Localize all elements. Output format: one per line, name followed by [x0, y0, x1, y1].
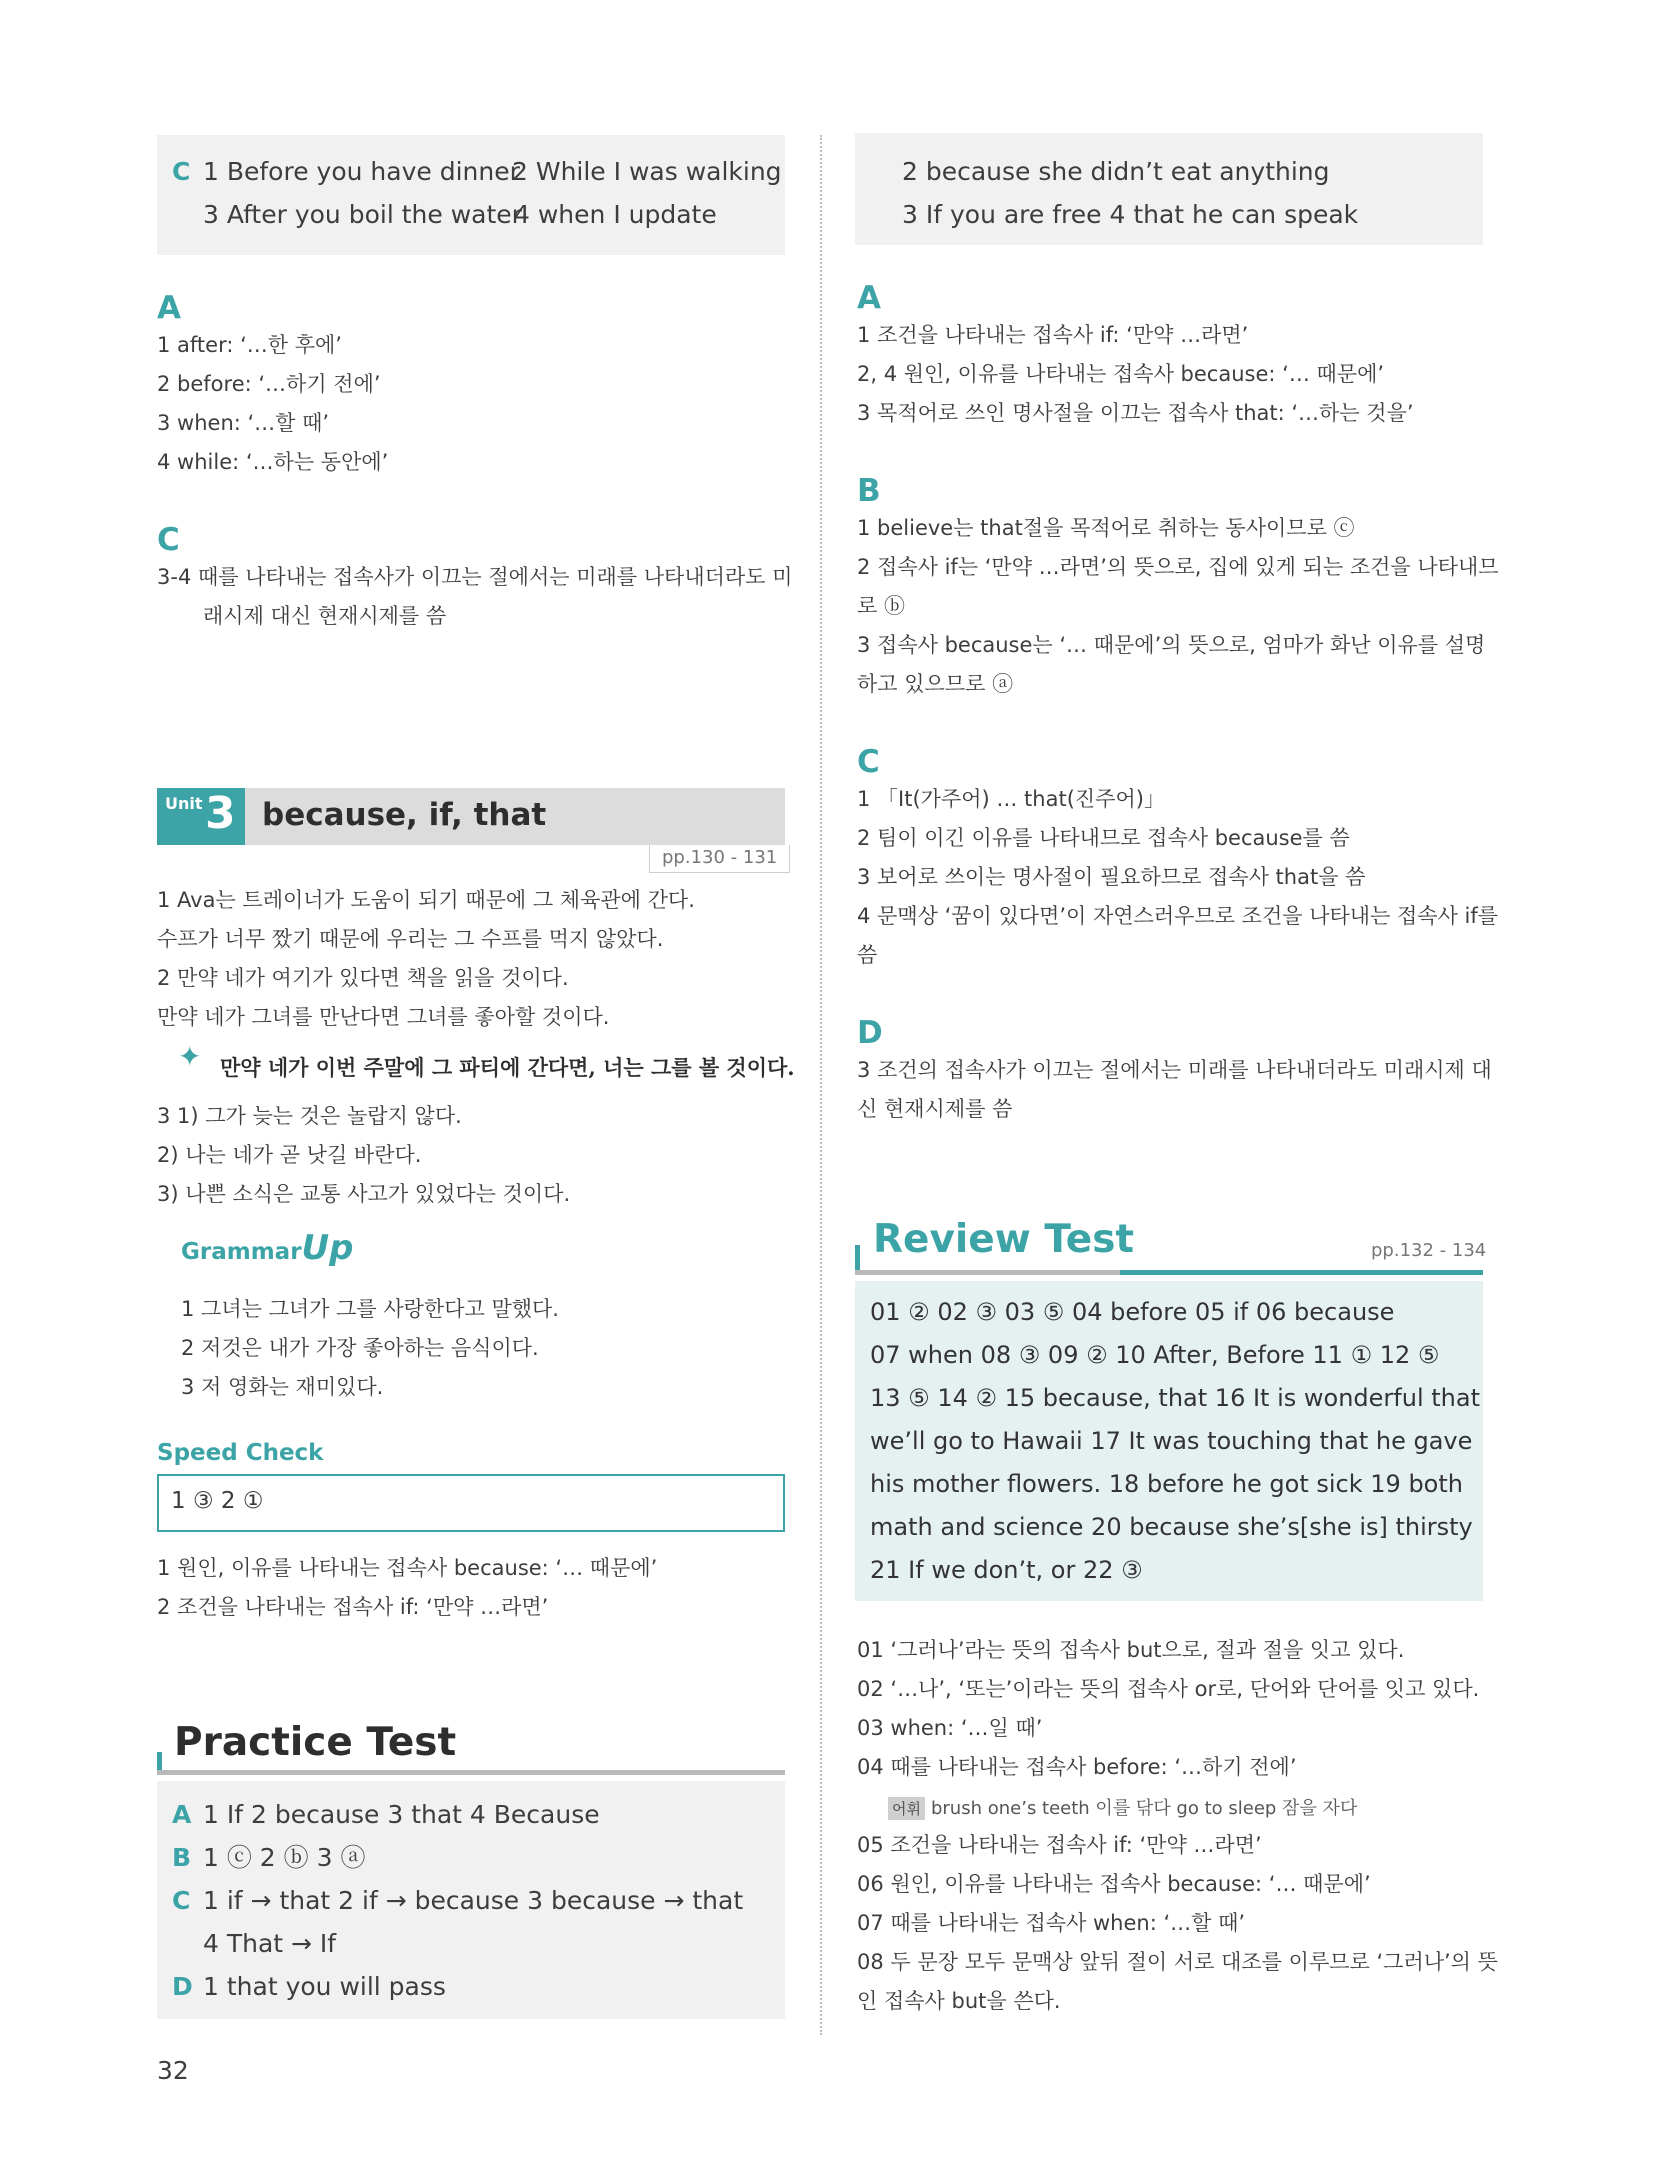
review-title-rule-teal: [1120, 1270, 1483, 1275]
list-item: 래시제 대신 현재시제를 씀: [203, 604, 447, 628]
section-d-letter: D: [857, 1015, 883, 1051]
list-item: 3 조건의 접속사가 이끄는 절에서는 미래를 나타내더라도 미래시제 대: [857, 1058, 1492, 1082]
section-c-letter: C: [157, 522, 180, 558]
page-number: 32: [157, 2056, 189, 2085]
box-c-letter: C: [172, 157, 191, 186]
list-item: 3) 나쁜 소식은 교통 사고가 있었다는 것이다.: [157, 1182, 571, 1206]
speed-check-title: Speed Check: [157, 1440, 324, 1466]
list-item: 3-4 때를 나타내는 접속사가 이끄는 절에서는 미래를 나타내더라도 미: [157, 565, 793, 589]
review-answer-line: his mother flowers. 18 before he got sick 19 both: [870, 1470, 1463, 1498]
list-item: 04 때를 나타내는 접속사 before: ‘…하기 전에’: [857, 1755, 1297, 1779]
section-b-letter: B: [857, 473, 881, 509]
review-title-bracket: [855, 1245, 860, 1273]
practice-row-answer: 1 if → that 2 if → because 3 because → that: [203, 1886, 744, 1915]
review-pages: pp.132 - 134: [1371, 1240, 1487, 1261]
list-item: 로 ⓑ: [857, 594, 905, 618]
list-item: 07 때를 나타내는 접속사 when: ‘…할 때’: [857, 1911, 1246, 1935]
up-label: Up: [301, 1228, 354, 1268]
unit-pages: pp.130 - 131: [649, 845, 790, 873]
list-item: 1 조건을 나타내는 접속사 if: ‘만약 …라면’: [857, 323, 1249, 347]
review-answer-line: 21 If we don’t, or 22 ③: [870, 1556, 1143, 1584]
box-c-answer: 4 when I update: [514, 200, 717, 229]
list-item: 인 접속사 but을 쓴다.: [857, 1989, 1061, 2013]
star-icon: ✦: [178, 1040, 202, 1073]
list-item: 1 원인, 이유를 나타내는 접속사 because: ‘… 때문에’: [157, 1556, 658, 1580]
list-item: 03 when: ‘…일 때’: [857, 1716, 1043, 1740]
list-item: 2 접속사 if는 ‘만약 …라면’의 뜻으로, 집에 있게 되는 조건을 나타내므: [857, 555, 1499, 579]
list-item: 1 after: ‘…한 후에’: [157, 333, 342, 357]
practice-row-answer: 4 That → If: [203, 1929, 337, 1958]
star-sentence: 만약 네가 이번 주말에 그 파티에 간다면, 너는 그를 볼 것이다.: [220, 1055, 795, 1080]
practice-row-answer: 1 If 2 because 3 that 4 Because: [203, 1800, 600, 1829]
unit-label: Unit: [165, 794, 203, 813]
box-answer: 2 because she didn’t eat anything: [902, 157, 1330, 186]
section-a-letter: A: [857, 280, 881, 316]
list-item: 2 before: ‘…하기 전에’: [157, 372, 381, 396]
practice-title-rule: [157, 1770, 785, 1775]
column-divider: [820, 135, 822, 2035]
list-item: 1 「It(가주어) … that(진주어)」: [857, 787, 1165, 811]
list-item: 2 저것은 내가 가장 좋아하는 음식이다.: [181, 1336, 539, 1360]
list-item: 3 목적어로 쓰인 명사절을 이끄는 접속사 that: ‘…하는 것을’: [857, 401, 1414, 425]
list-item: 3 접속사 because는 ‘… 때문에’의 뜻으로, 엄마가 화난 이유를 설명: [857, 633, 1486, 657]
speed-check-answer: 1 ③ 2 ①: [171, 1488, 264, 1514]
vocab-text: brush one’s teeth 이를 닦다 go to sleep 잠을 자다: [930, 1798, 1358, 1819]
practice-test-title: Practice Test: [174, 1720, 457, 1765]
list-item: 1 believe는 that절을 목적어로 취하는 동사이므로 ⓒ: [857, 516, 1355, 540]
list-item: 씀: [857, 943, 878, 967]
practice-row-letter: A: [172, 1800, 192, 1829]
speed-check-box: [157, 1474, 785, 1532]
unit-badge: [157, 788, 245, 845]
box-c-answer: 3 After you boil the water: [203, 200, 522, 229]
review-test-title: Review Test: [873, 1217, 1135, 1262]
review-answer-line: math and science 20 because she’s[she is] thirsty: [870, 1513, 1473, 1541]
list-item: 4 while: ‘…하는 동안에’: [157, 450, 389, 474]
practice-row-answer: 1 ⓒ 2 ⓑ 3 ⓐ: [203, 1843, 366, 1872]
review-answer-line: we’ll go to Hawaii 17 It was touching that he gave: [870, 1427, 1473, 1455]
list-item: 08 두 문장 모두 문맥상 앞뒤 절이 서로 대조를 이루므로 ‘그러나’의 뜻: [857, 1950, 1498, 1974]
practice-row-answer: 1 that you will pass: [203, 1972, 446, 2001]
list-item: 2) 나는 네가 곧 낫길 바란다.: [157, 1143, 422, 1167]
review-title-rule-gray: [855, 1270, 1120, 1275]
list-item: 1 Ava는 트레이너가 도움이 되기 때문에 그 체육관에 간다.: [157, 888, 695, 912]
list-item: 01 ‘그러나’라는 뜻의 접속사 but으로, 절과 절을 잇고 있다.: [857, 1638, 1405, 1662]
list-item: 수프가 너무 짰기 때문에 우리는 그 수프를 먹지 않았다.: [157, 927, 664, 951]
vocab-tag: 어휘: [888, 1797, 925, 1820]
list-item: 06 원인, 이유를 나타내는 접속사 because: ‘… 때문에’: [857, 1872, 1371, 1896]
practice-row-letter: D: [172, 1972, 193, 2001]
unit-number: 3: [205, 788, 236, 839]
practice-row-letter: C: [172, 1886, 191, 1915]
list-item: 3 1) 그가 늦는 것은 놀랍지 않다.: [157, 1104, 462, 1128]
list-item: 1 그녀는 그녀가 그를 사랑한다고 말했다.: [181, 1297, 559, 1321]
grammar-up-logo: [181, 1228, 354, 1268]
section-c-letter: C: [857, 744, 880, 780]
list-item: 3 when: ‘…할 때’: [157, 411, 330, 435]
list-item: 3 저 영화는 재미있다.: [181, 1375, 384, 1399]
box-c-answer: 2 While I was walking: [512, 157, 782, 186]
review-answer-line: 01 ② 02 ③ 03 ⑤ 04 before 05 if 06 because: [870, 1298, 1395, 1326]
list-item: 4 문맥상 ‘꿈이 있다면’이 자연스러우므로 조건을 나타내는 접속사 if를: [857, 904, 1499, 928]
review-answer-line: 13 ⑤ 14 ② 15 because, that 16 It is wonderful that: [870, 1384, 1480, 1412]
list-item: 하고 있으므로 ⓐ: [857, 672, 1014, 696]
list-item: 2 만약 네가 여기가 있다면 책을 읽을 것이다.: [157, 966, 569, 990]
list-item: 2, 4 원인, 이유를 나타내는 접속사 because: ‘… 때문에’: [857, 362, 1385, 386]
box-answer: 3 If you are free 4 that he can speak: [902, 200, 1359, 229]
vocab-note: [888, 1794, 1357, 1820]
section-a-letter: A: [157, 290, 181, 326]
list-item: 2 조건을 나타내는 접속사 if: ‘만약 …라면’: [157, 1595, 549, 1619]
list-item: 05 조건을 나타내는 접속사 if: ‘만약 …라면’: [857, 1833, 1262, 1857]
list-item: 만약 네가 그녀를 만난다면 그녀를 좋아할 것이다.: [157, 1005, 610, 1029]
list-item: 2 팀이 이긴 이유를 나타내므로 접속사 because를 씀: [857, 826, 1350, 850]
practice-row-letter: B: [172, 1843, 192, 1872]
list-item: 3 보어로 쓰이는 명사절이 필요하므로 접속사 that을 씀: [857, 865, 1366, 889]
list-item: 신 현재시제를 씀: [857, 1097, 1013, 1121]
grammar-label: Grammar: [181, 1239, 302, 1265]
box-c-answer: 1 Before you have dinner: [203, 157, 520, 186]
unit-title: because, if, that: [262, 797, 547, 833]
list-item: 02 ‘…나’, ‘또는’이라는 뜻의 접속사 or로, 단어와 단어를 잇고 있다.: [857, 1677, 1480, 1701]
review-answer-line: 07 when 08 ③ 09 ② 10 After, Before 11 ① 12 ⑤: [870, 1341, 1440, 1369]
